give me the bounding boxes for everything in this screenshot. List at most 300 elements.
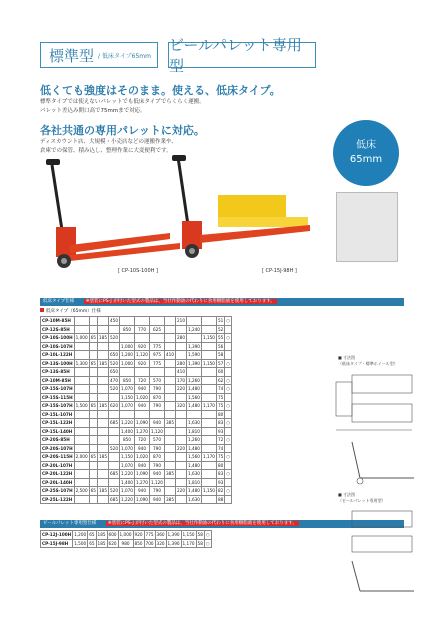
spec-cell: 410 <box>176 369 185 375</box>
spec-cell: 1,070 <box>120 445 133 451</box>
spec-cell: 1,150 <box>120 394 133 400</box>
spec-cell: 210 <box>176 318 185 324</box>
spec-cell <box>89 342 97 351</box>
spec-cell: 940 <box>134 487 149 496</box>
spec-cell: 770 <box>134 325 149 334</box>
model-cell: CP-15L-140H <box>42 428 73 434</box>
spec-cell: 720 <box>134 436 149 445</box>
spec-cell <box>74 444 89 453</box>
spec-cell: 1,480 <box>187 386 200 392</box>
table1-subtitle <box>40 308 101 314</box>
spec-cell <box>225 351 232 360</box>
table-row <box>41 539 212 548</box>
spec-cell <box>108 436 119 445</box>
table-row <box>41 342 232 351</box>
spec-cell <box>175 419 186 428</box>
spec-cell: 74 <box>217 386 224 392</box>
diagram1-title: ■ 寸法図 <box>338 355 356 360</box>
spec-cell <box>201 385 216 394</box>
spec-cell: ○ <box>226 335 230 341</box>
spec-cell <box>97 385 108 394</box>
spec-cell <box>134 368 149 377</box>
spec-cell: 1,000 <box>119 532 132 538</box>
spec-cell <box>201 419 216 428</box>
spec-cell: ○ <box>226 437 230 443</box>
spec-cell <box>74 351 89 360</box>
spec-cell: 940 <box>149 470 164 479</box>
spec-cell: 1,240 <box>187 326 200 332</box>
model-cell: CP-20L-140H <box>42 479 73 485</box>
spec-cell <box>134 317 149 326</box>
spec-cell <box>89 436 97 445</box>
spec-cell: 65 <box>90 454 96 460</box>
spec-cell <box>225 478 232 487</box>
model-cell: CP-20L-122H <box>42 471 73 477</box>
spec-cell: 1,150 <box>202 488 215 494</box>
table-row <box>41 359 232 368</box>
spec-cell <box>164 325 175 334</box>
spec-cell <box>74 470 89 479</box>
model-cell: CP-12J-100H <box>42 532 72 538</box>
spec-cell <box>164 410 175 419</box>
spec-cell <box>164 334 175 343</box>
spec-cell <box>119 317 134 326</box>
spec-cell <box>108 453 119 462</box>
spec-cell <box>175 470 186 479</box>
spec-cell: 600 <box>108 532 117 538</box>
table-row <box>41 531 212 540</box>
spec-cell <box>74 368 89 377</box>
spec-cell <box>186 334 201 343</box>
spec-cell: 220 <box>176 488 185 494</box>
spec-cell <box>225 444 232 453</box>
spec-cell: 870 <box>149 393 164 402</box>
spec-cell: 58 <box>197 532 203 538</box>
spec-cell: 520 <box>109 360 118 366</box>
spec-cell: 1,270 <box>135 479 148 485</box>
spec-cell <box>108 410 119 419</box>
model-cell: CP-20S-85H <box>41 436 75 445</box>
spec-cell <box>97 478 108 487</box>
diagram2-title: ■ 寸法図 <box>338 492 356 497</box>
spec-cell <box>164 393 175 402</box>
spec-cell <box>149 410 164 419</box>
spec-cell: 2,500 <box>75 488 88 494</box>
spec-cell: 650 <box>109 352 118 358</box>
spec-cell: 83 <box>217 420 224 426</box>
spec-cell: 1,590 <box>187 352 200 358</box>
spec-cell <box>74 461 89 470</box>
spec-cell <box>164 444 175 453</box>
table-row <box>41 444 232 453</box>
spec-cell: 1,070 <box>120 386 133 392</box>
spec-cell <box>201 317 216 326</box>
diagram2-subtitle: （ビールパレット専用型） <box>338 498 386 503</box>
spec-cell <box>164 317 175 326</box>
model-cell: CP-20L-107H <box>42 462 73 468</box>
spec-cell: 320 <box>176 403 185 409</box>
spec-cell: 1,170 <box>202 454 215 460</box>
spec-cell <box>164 453 175 462</box>
spec-cell <box>74 478 89 487</box>
spec-cell <box>97 410 108 419</box>
spec-cell: 470 <box>109 377 118 383</box>
model-cell: CP-20S-115H <box>42 454 73 460</box>
spec-cell: 1,020 <box>135 454 148 460</box>
table-row <box>41 385 232 394</box>
spec-cell: 220 <box>176 445 185 451</box>
spec-cell: 1,020 <box>135 394 148 400</box>
spec-table-1 <box>40 316 232 504</box>
spec-cell <box>225 461 232 470</box>
spec-cell: 1,220 <box>120 420 133 426</box>
spec-cell: ○ <box>226 454 230 460</box>
spec-cell <box>74 325 89 334</box>
table1-bar <box>40 298 404 306</box>
spec-cell <box>89 393 97 402</box>
spec-cell <box>164 478 175 487</box>
model-cell: CP-15S-107H <box>42 403 73 409</box>
spec-cell: ○ <box>226 360 230 366</box>
spec-cell: 1,170 <box>182 540 195 546</box>
spec-cell: 72 <box>217 437 224 443</box>
spec-cell <box>201 342 216 351</box>
spec-cell: 1,630 <box>187 471 200 477</box>
spec-cell <box>175 427 186 436</box>
spec-cell <box>164 368 175 377</box>
spec-cell: 775 <box>149 342 164 351</box>
spec-cell: 93 <box>217 479 224 485</box>
table-row <box>41 351 232 360</box>
spec-cell: 790 <box>149 402 164 411</box>
model-cell: CP-15L-107H <box>42 411 73 417</box>
dimension-diagram-1 <box>332 370 420 440</box>
spec-cell: 700 <box>145 540 154 546</box>
spec-cell <box>97 325 108 334</box>
spec-cell <box>175 393 186 402</box>
spec-cell: 170 <box>176 377 185 383</box>
spec-cell: 685 <box>109 471 118 477</box>
spec-cell: 1,810 <box>187 428 200 434</box>
spec-cell: 850 <box>134 540 143 546</box>
spec-cell: 385 <box>165 496 174 502</box>
spec-cell: 185 <box>98 454 107 460</box>
spec-cell: 1,070 <box>120 488 133 494</box>
spec-cell: 1,090 <box>135 471 148 477</box>
spec-cell: 1,120 <box>150 479 163 485</box>
spec-cell: 1,000 <box>75 335 88 341</box>
spec-cell: 52 <box>217 326 224 332</box>
spec-cell: 385 <box>165 471 174 477</box>
spec-cell: 775 <box>149 359 164 368</box>
spec-cell <box>89 470 97 479</box>
spec-cell <box>97 436 108 445</box>
spec-cell <box>175 325 186 334</box>
table-row <box>41 334 232 343</box>
spec-cell: 790 <box>149 444 164 453</box>
caption-left: [ CP-10S-100H ] <box>118 268 158 274</box>
spec-cell: 1,480 <box>187 445 200 451</box>
spec-cell: 940 <box>149 495 164 504</box>
spec-cell <box>97 393 108 402</box>
spec-cell <box>201 376 216 385</box>
section1-heading: 低くても強度はそのまま。使える、低床タイプ。 <box>40 84 281 97</box>
table-row <box>41 487 232 496</box>
spec-cell: 520 <box>109 445 118 451</box>
spec-cell: 82 <box>217 488 224 494</box>
table-row <box>41 470 232 479</box>
spec-cell: 790 <box>149 461 164 470</box>
table-row <box>41 461 232 470</box>
spec-cell <box>201 368 216 377</box>
spec-cell: 920 <box>134 342 149 351</box>
spec-cell: 790 <box>149 487 164 496</box>
spec-cell: 280 <box>176 360 185 366</box>
spec-cell: ○ <box>226 471 230 477</box>
spec-cell: 185 <box>97 532 106 538</box>
spec-cell <box>108 427 119 436</box>
model-cell: CP-10M-85H <box>41 376 75 385</box>
spec-cell <box>97 376 108 385</box>
spec-cell <box>97 368 108 377</box>
spec-cell: 940 <box>134 444 149 453</box>
spec-cell: 1,400 <box>120 479 133 485</box>
spec-cell: 870 <box>149 453 164 462</box>
spec-cell: 1,220 <box>120 496 133 502</box>
spec-cell: 280 <box>176 335 185 341</box>
badge-line1: 低床 <box>356 140 376 151</box>
table-row <box>41 317 232 326</box>
spec-cell: ○ <box>226 420 230 426</box>
spec-cell <box>164 385 175 394</box>
spec-cell <box>119 410 134 419</box>
spec-cell: 55 <box>217 335 224 341</box>
table-row <box>41 478 232 487</box>
spec-cell: 450 <box>109 318 118 324</box>
spec-cell <box>164 461 175 470</box>
spec-cell: 1,390 <box>187 360 200 366</box>
spec-cell <box>89 410 97 419</box>
spec-cell <box>89 325 97 334</box>
spec-cell <box>108 478 119 487</box>
spec-cell: 1,000 <box>120 343 133 349</box>
spec-cell: 1,120 <box>150 428 163 434</box>
spec-cell: 1,480 <box>187 462 200 468</box>
spec-cell: 80 <box>217 462 224 468</box>
table2-bar-note: ※塗装にPS-J が付いた型式の製品は、当社作動油の代わりに食用樹脂液を使用しております。 <box>107 521 297 526</box>
spec-cell: 80 <box>217 411 224 417</box>
spec-cell <box>149 368 164 377</box>
spec-cell <box>108 342 119 351</box>
beer-pallet-tag-label: ビールパレット専用型 <box>169 36 302 75</box>
diagram1-label <box>338 355 398 367</box>
spec-cell <box>175 342 186 351</box>
spec-cell: 58 <box>217 352 224 358</box>
spec-cell <box>149 334 164 343</box>
diagram1-subtitle: （低床タイプ・標準ホイール型） <box>338 361 398 366</box>
spec-cell: 1,150 <box>202 335 215 341</box>
beer-pallet-tag <box>168 36 316 75</box>
spec-cell <box>108 325 119 334</box>
spec-cell <box>89 376 97 385</box>
spec-cell <box>97 461 108 470</box>
spec-cell: 1,630 <box>187 420 200 426</box>
model-cell: CP-13S-85H <box>41 368 75 377</box>
spec-cell: 1,810 <box>187 479 200 485</box>
spec-cell: 1,560 <box>187 454 200 460</box>
spec-cell: ○ <box>226 318 230 324</box>
spec-cell <box>175 478 186 487</box>
spec-cell: 2,000 <box>75 454 88 460</box>
spec-cell: 1,500 <box>74 540 87 546</box>
spec-cell: 850 <box>119 325 134 334</box>
spec-cell: 1,390 <box>167 532 180 538</box>
spec-cell: 56 <box>217 343 224 349</box>
spec-cell <box>74 376 89 385</box>
spec-cell <box>164 487 175 496</box>
table-row <box>41 393 232 402</box>
spec-cell: 220 <box>176 386 185 392</box>
model-cell: CP-10S-107H <box>42 343 73 349</box>
spec-cell <box>74 317 89 326</box>
section2-line: 倉庫での保管、積み込し、整理作業に大変便利です。 <box>40 148 172 154</box>
spec-cell: 1,000 <box>120 360 133 366</box>
spec-cell: 1,090 <box>135 496 148 502</box>
spec-cell <box>74 495 89 504</box>
spec-cell: 1,630 <box>187 496 200 502</box>
spec-cell <box>74 436 89 445</box>
model-cell: CP-12S-85H <box>41 325 75 334</box>
spec-cell: 940 <box>149 419 164 428</box>
spec-cell <box>74 393 89 402</box>
table-row <box>41 368 232 377</box>
spec-cell <box>89 385 97 394</box>
spec-cell: 520 <box>109 386 118 392</box>
spec-cell <box>149 317 164 326</box>
model-cell: CP-25L-122H <box>42 496 73 502</box>
spec-cell <box>74 385 89 394</box>
spec-cell <box>186 410 201 419</box>
model-cell: CP-10L-122H <box>42 352 73 358</box>
spec-cell: 75 <box>217 403 224 409</box>
table-row <box>41 427 232 436</box>
spec-cell <box>201 478 216 487</box>
spec-cell <box>164 342 175 351</box>
badge-line2: 65mm <box>349 154 383 165</box>
spec-cell <box>74 419 89 428</box>
table-row <box>41 325 232 334</box>
spec-cell: 62 <box>217 377 224 383</box>
spec-cell <box>89 419 97 428</box>
spec-cell: 75 <box>217 394 224 400</box>
spec-cell <box>175 453 186 462</box>
spec-cell: 65 <box>89 532 95 538</box>
spec-cell: ○ <box>205 532 210 538</box>
spec-cell: 1,390 <box>187 343 200 349</box>
spec-cell: 1,500 <box>75 403 88 409</box>
spec-cell: 1,270 <box>135 428 148 434</box>
spec-cell: 1,150 <box>182 532 195 538</box>
spec-cell <box>89 478 97 487</box>
standard-tag-sub: / 低床タイプ65mm <box>98 52 151 60</box>
spec-cell: 65 <box>90 488 96 494</box>
spec-cell: 1,090 <box>135 420 148 426</box>
spec-cell: 1,170 <box>202 403 215 409</box>
spec-cell <box>201 410 216 419</box>
spec-cell <box>97 351 108 360</box>
spec-cell: 520 <box>109 488 118 494</box>
diagram2-label <box>338 492 385 504</box>
spec-cell: 58 <box>197 540 203 546</box>
spec-cell: 940 <box>134 385 149 394</box>
section2-line: ディスカウント店、大規模・小売店などの運搬作業や、 <box>40 139 177 145</box>
spec-cell <box>164 436 175 445</box>
model-cell: CP-10S-100H <box>42 335 73 341</box>
section2-text <box>40 138 177 156</box>
spec-cell <box>201 325 216 334</box>
spec-cell <box>225 342 232 351</box>
model-cell: CP-15J-98H <box>41 539 73 548</box>
spec-cell: 93 <box>217 428 224 434</box>
spec-cell: 60 <box>217 369 224 375</box>
dimension-diagram-2 <box>332 506 420 596</box>
spec-cell <box>225 427 232 436</box>
spec-cell: 185 <box>98 335 107 341</box>
table-row <box>41 495 232 504</box>
spec-cell: 685 <box>109 420 118 426</box>
spec-cell <box>225 393 232 402</box>
spec-cell: 65 <box>90 335 96 341</box>
model-cell: CP-13S-100H <box>42 360 73 366</box>
spec-cell <box>201 495 216 504</box>
model-cell: CP-25S-107H <box>42 488 73 494</box>
spec-cell <box>74 410 89 419</box>
spec-cell: 1,400 <box>120 428 133 434</box>
low-floor-badge <box>333 120 399 186</box>
table1-bar-title: 低床タイプ仕様 <box>43 299 75 304</box>
spec-cell: 850 <box>119 376 134 385</box>
table1-bar-note: ※塗装にPS-J が付いた型式の製品は、当社作動油の代わりに食用樹脂液を使用しております。 <box>85 299 275 304</box>
spec-cell: 620 <box>108 540 117 546</box>
spec-cell: 88 <box>217 496 224 502</box>
spec-cell <box>89 461 97 470</box>
spec-cell: 980 <box>118 539 133 548</box>
spec-cell <box>97 427 108 436</box>
spec-cell: 1,560 <box>187 394 200 400</box>
model-cell: CP-15L-122H <box>42 420 73 426</box>
spec-cell: 65 <box>89 540 95 546</box>
pallet-truck-illustrations <box>40 155 330 280</box>
spec-cell <box>89 351 97 360</box>
spec-cell <box>97 495 108 504</box>
spec-cell: ○ <box>226 386 230 392</box>
spec-cell: 185 <box>98 488 107 494</box>
spec-cell <box>201 461 216 470</box>
spec-cell <box>97 470 108 479</box>
spec-cell: 57 <box>217 360 224 366</box>
table-row <box>41 410 232 419</box>
spec-cell <box>201 436 216 445</box>
table-row <box>41 376 232 385</box>
table2-bar-title: ビールパレット専用型仕様 <box>43 521 97 526</box>
spec-cell: 1,260 <box>187 437 200 443</box>
spec-cell <box>225 495 232 504</box>
spec-cell <box>97 342 108 351</box>
spec-cell: 1,120 <box>135 352 148 358</box>
spec-cell: 1,070 <box>120 403 133 409</box>
spec-cell: 975 <box>149 351 164 360</box>
spec-cell: 51 <box>217 318 224 324</box>
